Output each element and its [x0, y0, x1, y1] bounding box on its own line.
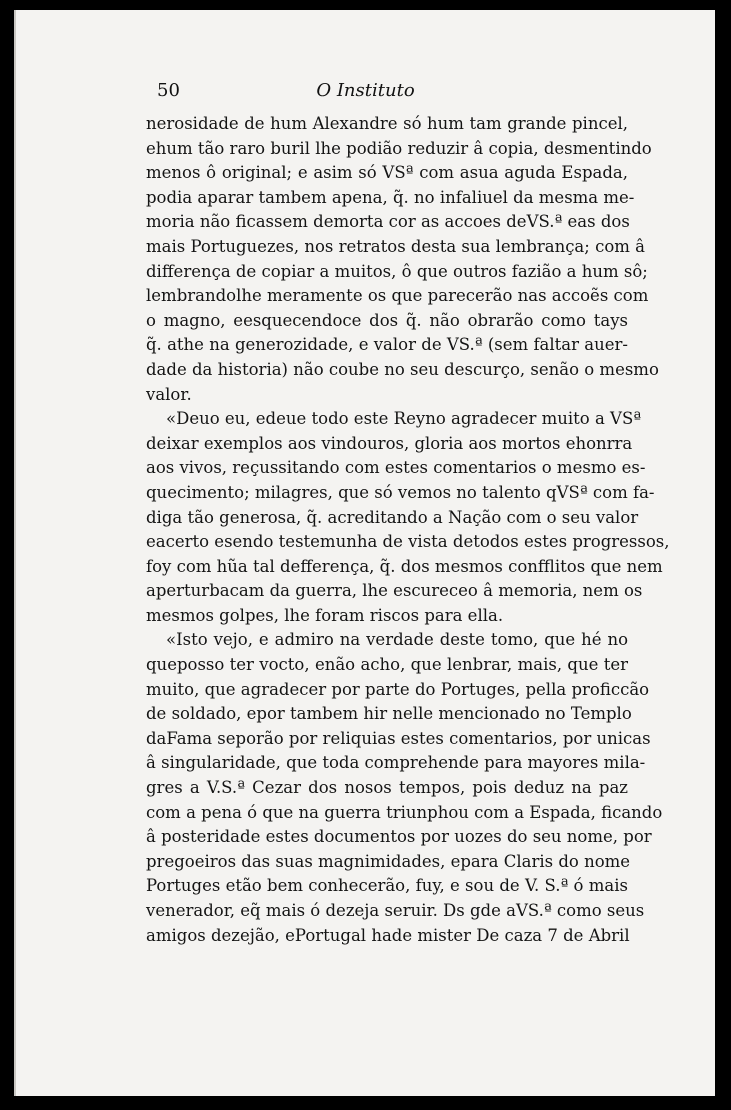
page-header [16, 76, 715, 106]
text-line: muito, que agradecer por parte do Portuges, pella proficcão [146, 679, 650, 699]
text-line: lembrandolhe meramente os que parecerão nas accoẽs com [146, 286, 649, 306]
text-line: â posteridade estes documentos por uozes do seu nome, por [146, 827, 652, 847]
paragraph [146, 407, 670, 628]
text-line: foy com hũa tal defferença, q̃. dos mesmos confflitos que nem [146, 556, 663, 576]
running-title: O Instituto [316, 80, 415, 101]
text-line: diga tão generosa, q̃. acreditando a Nação com o seu valor [146, 507, 639, 527]
text-line: venerador, eq̃ mais ó dezeja seruir. Ds gde aVS.ª como seus [146, 901, 645, 920]
text-line: deixar exemplos aos vindouros, gloria aos mortos ehonrra [146, 433, 633, 453]
text-line: daFama seporão por reliquias estes comentarios, por unicas [146, 728, 651, 748]
page-number: 50 [157, 80, 180, 101]
text-line: «Deuo eu, edeue todo este Reyno agradecer muito a VSª [166, 409, 642, 429]
text-line: valor. [146, 384, 192, 404]
text-line: com a pena ó que na guerra triunphou com a Espada, ficando [146, 802, 663, 822]
text-line: de soldado, epor tambem hir nelle mencionado no Templo [146, 704, 632, 724]
text-line: pregoeiros das suas magnimidades, epara Claris do nome [146, 851, 631, 871]
text-line: dade da historia) não coube no seu descurço, senão o mesmo [146, 359, 659, 379]
text-line: â singularidade, que toda comprehende para mayores mila- [146, 753, 646, 773]
text-line: o magno, eesquecendoce dos q̃. não obrarão como tays [146, 310, 628, 330]
text-line: «Isto vejo, e admiro na verdade deste tomo, que hé no [166, 630, 628, 650]
text-line: mais Portuguezes, nos retratos desta sua lembrança; com â [146, 236, 645, 256]
text-line: queposso ter vocto, enão acho, que lenbrar, mais, que ter [146, 655, 628, 675]
text-line: amigos dezejão, ePortugal hade mister De caza 7 de Abril [146, 925, 630, 945]
text-line: differença de copiar a muitos, ô que outros fazião a hum sô; [146, 261, 648, 281]
body-text [146, 112, 670, 948]
text-line: menos ô original; e asim só VSª com asua aguda Espada, [146, 163, 628, 183]
text-line: aperturbacam da guerra, lhe escureceo â memoria, nem os [146, 581, 643, 601]
text-line: ehum tão raro buril lhe podião reduzir â copia, desmentindo [146, 138, 652, 158]
text-line: mesmos golpes, lhe foram riscos para ella. [146, 605, 504, 625]
paragraph [146, 628, 663, 948]
text-line: podia aparar tambem apena, q̃. no infaliuel da mesma me- [146, 187, 635, 207]
paragraph [146, 112, 659, 407]
text-line: q̃. athe na generozidade, e valor de VS.ª (sem faltar auer- [146, 335, 628, 355]
text-line: moria não ficassem demorta cor as accoes deVS.ª eas dos [146, 212, 630, 232]
text-line: Portuges etão bem conhecerão, fuy, e sou de V. S.ª ó mais [146, 876, 628, 896]
text-line: eacerto esendo testemunha de vista detodos estes progressos, [146, 532, 670, 552]
text-line: nerosidade de hum Alexandre só hum tam grande pincel, [146, 114, 628, 133]
text-line: quecimento; milagres, que só vemos no talento qVSª com fa- [146, 482, 655, 502]
text-line: aos vivos, reçussitando com estes comentarios o mesmo es- [146, 458, 646, 478]
text-line: gres a V.S.ª Cezar dos nosos tempos, pois deduz na paz [146, 778, 628, 798]
